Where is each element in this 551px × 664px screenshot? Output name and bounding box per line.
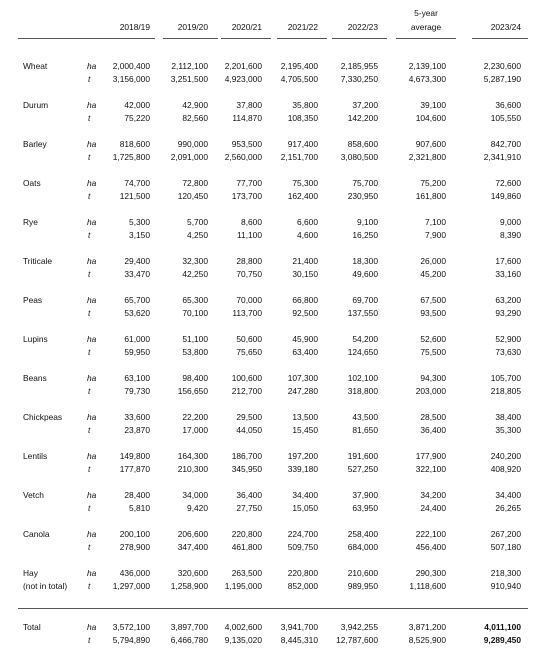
area-value: 2,195,400	[280, 61, 318, 71]
area-value: 37,900	[352, 490, 378, 500]
tonnes-value: 509,750	[287, 542, 318, 552]
area-value: 29,500	[236, 412, 262, 422]
tonnes-value: 2,341,910	[483, 152, 521, 162]
tonnes-value: 162,400	[287, 191, 318, 201]
crop-name: Barley	[23, 139, 47, 149]
tonnes-value: 322,100	[415, 464, 446, 474]
area-value: 220,800	[231, 529, 262, 539]
crop-name: Chickpeas	[23, 412, 63, 422]
tonnes-value: 17,000	[182, 425, 208, 435]
tonnes-value: 4,923,000	[224, 74, 262, 84]
tonnes-value: 852,000	[287, 581, 318, 591]
tonnes-value: 2,560,000	[224, 152, 262, 162]
area-value: 33,600	[124, 412, 150, 422]
crop-name: Oats	[23, 178, 41, 188]
area-value: 50,600	[236, 334, 262, 344]
tonnes-value: 156,650	[177, 386, 208, 396]
tonnes-value: 36,400	[420, 425, 446, 435]
tonnes-value: 8,390	[500, 230, 521, 240]
area-value: 149,800	[119, 451, 150, 461]
area-value: 186,700	[231, 451, 262, 461]
area-value: 52,900	[495, 334, 521, 344]
unit-label-area: ha	[87, 490, 97, 500]
area-value: 28,400	[124, 490, 150, 500]
unit-label-tonnes: t	[88, 113, 91, 123]
unit-label-area: ha	[87, 373, 97, 383]
tonnes-value: 33,160	[495, 269, 521, 279]
area-value: 75,700	[352, 178, 378, 188]
area-value: 267,200	[490, 529, 521, 539]
area-value: 9,000	[500, 217, 521, 227]
tonnes-value: 3,251,500	[170, 74, 208, 84]
area-value: 107,300	[287, 373, 318, 383]
crop-name: Triticale	[23, 256, 53, 266]
crop-name: (not in total)	[23, 581, 68, 591]
area-value: 77,700	[236, 178, 262, 188]
tonnes-value: 11,100	[237, 230, 262, 240]
crop-name: Hay	[23, 568, 38, 578]
header-underline	[472, 38, 528, 39]
area-value: 100,600	[231, 373, 262, 383]
tonnes-value: 161,800	[415, 191, 446, 201]
area-value: 102,100	[347, 373, 378, 383]
area-value: 75,200	[420, 178, 446, 188]
area-value: 220,800	[287, 568, 318, 578]
tonnes-value: 120,450	[177, 191, 208, 201]
total-divider-line	[18, 608, 528, 609]
area-value: 290,300	[415, 568, 446, 578]
area-value: 210,600	[347, 568, 378, 578]
area-value: 39,100	[420, 100, 446, 110]
area-value: 2,112,100	[171, 61, 208, 71]
area-value: 51,100	[182, 334, 208, 344]
tonnes-value: 456,400	[415, 542, 446, 552]
area-value: 67,500	[420, 295, 446, 305]
area-value: 164,300	[177, 451, 208, 461]
crop-name: Vetch	[23, 490, 44, 500]
tonnes-value: 114,870	[232, 113, 262, 123]
tonnes-value: 1,725,800	[112, 152, 150, 162]
unit-label-tonnes: t	[88, 308, 91, 318]
unit-label-tonnes: t	[88, 191, 91, 201]
unit-label-area: ha	[87, 100, 97, 110]
area-value: 197,200	[287, 451, 318, 461]
crop-name: Lentils	[23, 451, 48, 461]
unit-label-tonnes: t	[88, 386, 91, 396]
header-underline	[396, 38, 456, 39]
area-value: 13,500	[292, 412, 318, 422]
area-value: 61,000	[124, 334, 150, 344]
tonnes-value: 149,860	[490, 191, 521, 201]
tonnes-value: 684,000	[347, 542, 378, 552]
header-underline	[18, 38, 155, 39]
area-value: 21,400	[292, 256, 318, 266]
tonnes-value: 9,135,020	[224, 635, 262, 645]
tonnes-value: 92,500	[292, 308, 318, 318]
tonnes-value: 27,750	[236, 503, 262, 513]
tonnes-value: 5,794,890	[112, 635, 150, 645]
area-value: 32,300	[182, 256, 208, 266]
unit-label-tonnes: t	[88, 152, 91, 162]
crop-name: Durum	[23, 100, 49, 110]
crop-name: Wheat	[23, 61, 48, 71]
area-value: 28,500	[420, 412, 446, 422]
tonnes-value: 70,750	[236, 269, 262, 279]
area-value: 22,200	[182, 412, 208, 422]
tonnes-value: 218,805	[490, 386, 521, 396]
area-value: 2,139,100	[408, 61, 446, 71]
tonnes-value: 81,650	[352, 425, 378, 435]
area-value: 17,600	[495, 256, 521, 266]
tonnes-value: 82,560	[182, 113, 208, 123]
tonnes-value: 33,470	[124, 269, 150, 279]
tonnes-value: 53,620	[124, 308, 150, 318]
area-value: 75,300	[292, 178, 318, 188]
area-value: 4,011,100	[484, 622, 521, 632]
area-value: 26,000	[420, 256, 446, 266]
area-value: 98,400	[182, 373, 208, 383]
tonnes-value: 177,870	[119, 464, 150, 474]
column-header-average-line2: average	[410, 22, 442, 32]
area-value: 28,800	[236, 256, 262, 266]
tonnes-value: 73,630	[495, 347, 521, 357]
area-value: 953,500	[231, 139, 262, 149]
tonnes-value: 8,525,900	[408, 635, 446, 645]
header-underline	[221, 38, 271, 39]
tonnes-value: 79,730	[124, 386, 150, 396]
area-value: 177,900	[415, 451, 446, 461]
tonnes-value: 507,180	[490, 542, 521, 552]
area-value: 2,000,400	[112, 61, 150, 71]
tonnes-value: 142,200	[347, 113, 378, 123]
unit-label-area: ha	[87, 139, 97, 149]
unit-label-tonnes: t	[88, 542, 91, 552]
column-header-year: 2022/23	[347, 22, 378, 32]
tonnes-value: 1,195,000	[224, 581, 262, 591]
area-value: 37,800	[236, 100, 262, 110]
header-underline	[163, 38, 218, 39]
unit-label-area: ha	[87, 568, 97, 578]
crop-name: Canola	[23, 529, 50, 539]
tonnes-value: 63,400	[292, 347, 318, 357]
tonnes-value: 2,151,700	[280, 152, 318, 162]
column-header-year: 2020/21	[231, 22, 262, 32]
tonnes-value: 15,450	[292, 425, 318, 435]
area-value: 206,600	[177, 529, 208, 539]
area-value: 54,200	[352, 334, 378, 344]
tonnes-value: 12,787,600	[336, 635, 378, 645]
unit-label-area: ha	[87, 217, 97, 227]
area-value: 66,800	[292, 295, 318, 305]
tonnes-value: 104,600	[415, 113, 446, 123]
unit-label-area: ha	[87, 178, 97, 188]
area-value: 70,000	[236, 295, 262, 305]
area-value: 94,300	[420, 373, 446, 383]
tonnes-value: 30,150	[292, 269, 318, 279]
unit-label-area: ha	[87, 295, 97, 305]
area-value: 63,100	[124, 373, 150, 383]
area-value: 36,400	[236, 490, 262, 500]
unit-label-area: ha	[87, 256, 97, 266]
tonnes-value: 7,330,250	[340, 74, 378, 84]
tonnes-value: 63,950	[352, 503, 378, 513]
tonnes-value: 4,250	[187, 230, 208, 240]
area-value: 3,897,700	[170, 622, 208, 632]
area-value: 2,185,955	[340, 61, 378, 71]
tonnes-value: 75,650	[236, 347, 262, 357]
area-value: 917,400	[287, 139, 318, 149]
unit-label-tonnes: t	[88, 635, 91, 645]
area-value: 43,500	[352, 412, 378, 422]
area-value: 8,600	[241, 217, 262, 227]
area-value: 258,400	[347, 529, 378, 539]
tonnes-value: 2,091,000	[170, 152, 208, 162]
crop-name: Total	[23, 622, 41, 632]
tonnes-value: 93,290	[495, 308, 521, 318]
tonnes-value: 9,289,450	[483, 635, 521, 645]
tonnes-value: 9,420	[187, 503, 208, 513]
tonnes-value: 42,250	[182, 269, 208, 279]
tonnes-value: 989,950	[347, 581, 378, 591]
area-value: 37,200	[352, 100, 378, 110]
tonnes-value: 4,705,500	[280, 74, 318, 84]
tonnes-value: 230,950	[347, 191, 378, 201]
tonnes-value: 5,810	[129, 503, 150, 513]
unit-label-area: ha	[87, 412, 97, 422]
area-value: 9,100	[357, 217, 378, 227]
tonnes-value: 3,150	[129, 230, 150, 240]
tonnes-value: 124,650	[347, 347, 378, 357]
area-value: 3,871,200	[408, 622, 446, 632]
tonnes-value: 461,800	[231, 542, 262, 552]
tonnes-value: 15,050	[292, 503, 318, 513]
unit-label-tonnes: t	[88, 347, 91, 357]
crop-name: Peas	[23, 295, 43, 305]
tonnes-value: 137,550	[347, 308, 378, 318]
tonnes-value: 278,900	[119, 542, 150, 552]
header-underline	[277, 38, 327, 39]
area-value: 72,600	[495, 178, 521, 188]
area-value: 35,800	[292, 100, 318, 110]
tonnes-value: 49,600	[352, 269, 378, 279]
unit-label-tonnes: t	[88, 74, 91, 84]
area-value: 3,941,700	[280, 622, 318, 632]
area-value: 818,600	[119, 139, 150, 149]
tonnes-value: 75,220	[124, 113, 150, 123]
area-value: 5,700	[187, 217, 208, 227]
tonnes-value: 45,200	[420, 269, 446, 279]
unit-label-tonnes: t	[88, 503, 91, 513]
tonnes-value: 318,800	[347, 386, 378, 396]
tonnes-value: 408,920	[490, 464, 521, 474]
area-value: 240,200	[490, 451, 521, 461]
tonnes-value: 105,550	[490, 113, 521, 123]
unit-label-tonnes: t	[88, 425, 91, 435]
area-value: 72,800	[182, 178, 208, 188]
tonnes-value: 93,500	[420, 308, 446, 318]
area-value: 436,000	[119, 568, 150, 578]
tonnes-value: 1,297,000	[112, 581, 150, 591]
area-value: 34,400	[495, 490, 521, 500]
tonnes-value: 75,500	[420, 347, 446, 357]
tonnes-value: 347,400	[177, 542, 208, 552]
area-value: 5,300	[129, 217, 150, 227]
unit-label-tonnes: t	[88, 464, 91, 474]
area-value: 45,900	[292, 334, 318, 344]
tonnes-value: 70,100	[182, 308, 208, 318]
area-value: 65,700	[124, 295, 150, 305]
unit-label-area: ha	[87, 334, 97, 344]
tonnes-value: 5,287,190	[483, 74, 521, 84]
column-header-year: 2018/19	[119, 22, 150, 32]
area-value: 7,100	[425, 217, 446, 227]
tonnes-value: 113,700	[232, 308, 262, 318]
area-value: 4,002,600	[224, 622, 262, 632]
tonnes-value: 121,500	[119, 191, 150, 201]
tonnes-value: 1,118,600	[409, 581, 446, 591]
area-value: 907,600	[415, 139, 446, 149]
tonnes-value: 1,258,900	[170, 581, 208, 591]
area-value: 34,400	[292, 490, 318, 500]
tonnes-value: 44,050	[236, 425, 262, 435]
area-value: 191,600	[347, 451, 378, 461]
area-value: 18,300	[352, 256, 378, 266]
unit-label-area: ha	[87, 529, 97, 539]
column-header-average-line1: 5-year	[414, 8, 438, 18]
area-value: 29,400	[124, 256, 150, 266]
area-value: 6,600	[297, 217, 318, 227]
area-value: 36,600	[495, 100, 521, 110]
tonnes-value: 247,280	[287, 386, 318, 396]
tonnes-value: 23,870	[124, 425, 150, 435]
tonnes-value: 3,080,500	[340, 152, 378, 162]
area-value: 2,230,600	[483, 61, 521, 71]
tonnes-value: 210,300	[177, 464, 208, 474]
tonnes-value: 527,250	[347, 464, 378, 474]
area-value: 320,600	[177, 568, 208, 578]
tonnes-value: 108,350	[287, 113, 318, 123]
crop-name: Rye	[23, 217, 38, 227]
area-value: 69,700	[352, 295, 378, 305]
column-header-year: 2019/20	[177, 22, 208, 32]
area-value: 42,000	[124, 100, 150, 110]
area-value: 52,600	[420, 334, 446, 344]
tonnes-value: 910,940	[490, 581, 521, 591]
tonnes-value: 8,445,310	[280, 635, 318, 645]
area-value: 218,300	[490, 568, 521, 578]
area-value: 65,300	[182, 295, 208, 305]
tonnes-value: 4,600	[297, 230, 318, 240]
area-value: 34,000	[182, 490, 208, 500]
tonnes-value: 35,300	[495, 425, 521, 435]
tonnes-value: 345,950	[231, 464, 262, 474]
area-value: 2,201,600	[224, 61, 262, 71]
tonnes-value: 6,466,780	[170, 635, 208, 645]
tonnes-value: 7,900	[425, 230, 446, 240]
unit-label-tonnes: t	[88, 230, 91, 240]
unit-label-area: ha	[87, 622, 97, 632]
unit-label-area: ha	[87, 451, 97, 461]
tonnes-value: 59,950	[124, 347, 150, 357]
area-value: 3,572,100	[112, 622, 150, 632]
area-value: 858,600	[347, 139, 378, 149]
area-value: 222,100	[415, 529, 446, 539]
column-header-year: 2023/24	[490, 22, 521, 32]
area-value: 63,200	[495, 295, 521, 305]
tonnes-value: 26,265	[495, 503, 521, 513]
tonnes-value: 3,156,000	[112, 74, 150, 84]
area-value: 263,500	[231, 568, 262, 578]
tonnes-value: 203,000	[415, 386, 446, 396]
area-value: 200,100	[119, 529, 150, 539]
tonnes-value: 173,700	[231, 191, 262, 201]
tonnes-value: 24,400	[420, 503, 446, 513]
tonnes-value: 53,800	[182, 347, 208, 357]
tonnes-value: 212,700	[231, 386, 262, 396]
area-value: 42,900	[182, 100, 208, 110]
unit-label-tonnes: t	[88, 581, 91, 591]
area-value: 842,700	[490, 139, 521, 149]
tonnes-value: 16,250	[352, 230, 378, 240]
tonnes-value: 2,321,800	[408, 152, 446, 162]
tonnes-value: 4,673,300	[408, 74, 446, 84]
area-value: 3,942,255	[340, 622, 378, 632]
area-value: 34,200	[420, 490, 446, 500]
column-header-year: 2021/22	[287, 22, 318, 32]
area-value: 74,700	[124, 178, 150, 188]
crop-name: Lupins	[23, 334, 48, 344]
crop-name: Beans	[23, 373, 47, 383]
area-value: 105,700	[490, 373, 521, 383]
area-value: 38,400	[495, 412, 521, 422]
header-underline	[332, 38, 387, 39]
tonnes-value: 339,180	[287, 464, 318, 474]
unit-label-tonnes: t	[88, 269, 91, 279]
area-value: 224,700	[287, 529, 318, 539]
area-value: 990,000	[177, 139, 208, 149]
unit-label-area: ha	[87, 61, 97, 71]
